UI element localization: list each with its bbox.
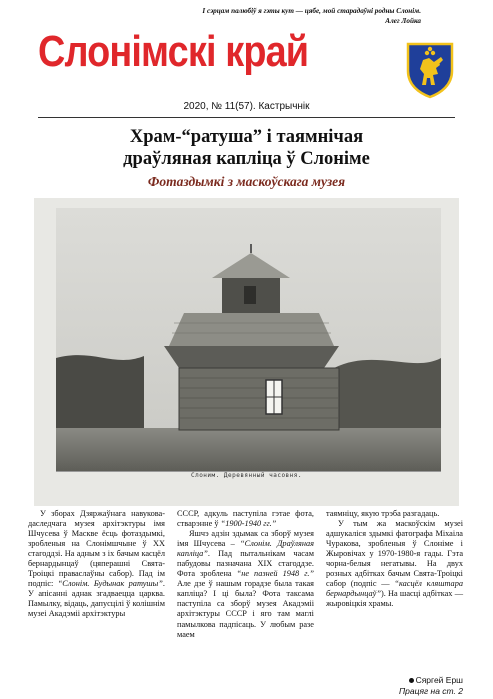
headline-line-2: драўляная капліца ў Слоніме	[123, 149, 370, 169]
epigraph-text: І сэрцам палюбіў я гэты кут — цябе, мой старадаўні родны Слонім.	[202, 7, 421, 15]
article-byline	[399, 675, 463, 697]
article-column-2	[177, 509, 314, 640]
epigraph	[121, 7, 421, 26]
paragraph: Яшчэ адзін здымак са зборў музея імя Шчусева – “Слонім. Драўляная капліца”. Пад пытальнікам часам пабудовы пазначана ХІХ стагоддзе. Фота зроблена “не пазней 1948 г.” Але дзе ў нашым горадзе была такая капліца? І ці была? Фота таксама паступіла са зборў музея Акадэміі архітэктуры СССР і яго там маглі памылкова падпісаць. У любым разе маем	[177, 529, 315, 639]
epigraph-author: Алег Лойка	[385, 16, 421, 25]
slonim-coat-of-arms-icon	[405, 41, 455, 99]
headline-line-1: Храм-“ратуша” і таямнічая	[129, 127, 364, 147]
masthead-divider	[38, 117, 455, 118]
paragraph: У тым жа маскоўскім музеі адшукаліся здымкі фатографа Міхаіла Чуракова, зробленыя ў Слоніме і Жыровічах у 1970-1980-я гады. Гэта чорна-белыя негатывы. На двух розных адбітках бачым Свята-Троіцкі сабор (подпіс — “касцёл кляштара бернардынцаў”). На шасці адбітках — жыровіцкія храмы.	[326, 519, 463, 609]
paragraph: СССР, адкуль паступіла гэтае фота, стварэнне ў “1900-1940 гг.”	[177, 509, 314, 529]
paragraph: У зборах Дзяржаўнага навукова-даследчага музея архітэктуры імя Шчусева ў Маскве ёсць фотаздымкі, зробленыя на Слонімшчыне ў ХХ стагоддзі. На адным з іх бачым касцёл бернардынцаў (цяперашні Свята-Троіцкі праваслаўны сабор). Пад ім подпіс: “Слонім. Будынак ратушы”. У апісанні аднак згадваецца царква. Памылку, відаць, дапусцілі ў колішнім музеі Акадэміі архітэктуры	[28, 509, 165, 619]
paragraph: таямніцу, якую трэба разгадаць.	[326, 509, 440, 518]
article-subhead: Фотаздымкі з маскоўскага музея	[147, 174, 346, 189]
newspaper-title: Слонімскі край	[38, 27, 309, 76]
author-name: Сяргей Ерш	[415, 675, 463, 685]
article-column-1	[28, 509, 165, 620]
issue-info: 2020, № 11(57). Кастрычнік	[183, 101, 310, 112]
continued-link[interactable]: Працяг на ст. 2	[398, 686, 463, 696]
article-column-3	[326, 509, 463, 609]
photo-caption: Слоним. Деревянный часовня.	[190, 472, 303, 479]
chapel-photo	[34, 198, 459, 506]
article-headline	[0, 126, 493, 170]
bullet-icon	[409, 678, 414, 683]
